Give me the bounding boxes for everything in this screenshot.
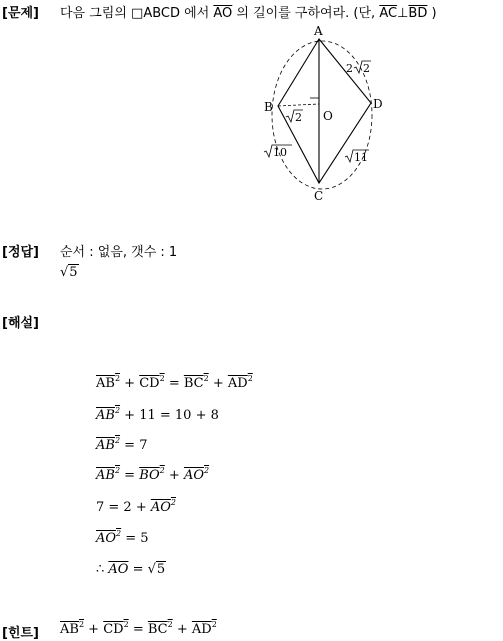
quadrilateral-figure xyxy=(250,22,400,212)
problem-text-mid: 의 길이를 구하여라. (단, xyxy=(232,6,380,21)
label-c: C xyxy=(314,189,324,203)
explanation-line-2: $AB^2 + 11 = 10 + 8$ xyxy=(96,406,219,423)
segment-bd: $\overline{BD}$ xyxy=(408,6,428,21)
segment-ao: $\overline{AO}$ xyxy=(213,6,233,21)
explanation-line-4: $AB^2 = BO^2 + AO^2$ xyxy=(96,466,210,483)
answer-tag: [정답] xyxy=(2,245,39,260)
label-bc-rad: 10 xyxy=(273,146,287,159)
problem-text-end: ) xyxy=(427,6,437,21)
explanation-line-1: $AB^2 + CD^2 = BC^2 + AD^2$ xyxy=(96,374,253,391)
explanation-tag: [해설] xyxy=(2,316,39,331)
dashed-circle xyxy=(272,41,372,189)
diagonal-bd-dashed xyxy=(278,104,319,106)
segment-ac: $\overline{AC}$ xyxy=(379,6,398,21)
explanation-line-6: $AO^2 = 5$ xyxy=(96,529,149,546)
problem-text-prefix: 다음 그림의 □ABCD 에서 xyxy=(60,6,214,21)
label-a: A xyxy=(314,24,323,38)
label-b: B xyxy=(264,100,273,114)
label-ad-rad: 2 xyxy=(363,62,370,75)
problem-tag: [문제] xyxy=(2,6,39,21)
label-o: O xyxy=(323,109,333,123)
label-bo-rad: 2 xyxy=(295,111,302,124)
hint-tag: [힌트] xyxy=(2,626,39,641)
label-d: D xyxy=(373,97,383,111)
label-ad-coef: 2 xyxy=(346,62,353,75)
answer-line-1: 순서 : 없음, 갯수 : 1 xyxy=(60,245,178,260)
explanation-line-7: ∴ $\overline{AO} = √5$ xyxy=(96,562,166,577)
perp-symbol: ⊥ xyxy=(397,6,409,21)
explanation-line-3: $AB^2 = 7$ xyxy=(96,436,148,453)
answer-radicand: 5 xyxy=(69,265,78,280)
answer-value: √5 xyxy=(60,265,78,280)
hint-formula: $AB^2 + CD^2 = BC^2 + AD^2$ xyxy=(60,620,217,637)
label-cd-rad: 11 xyxy=(354,151,368,164)
problem-text xyxy=(60,2,437,21)
explanation-line-5: $7 = 2 + AO^2$ xyxy=(96,498,176,515)
